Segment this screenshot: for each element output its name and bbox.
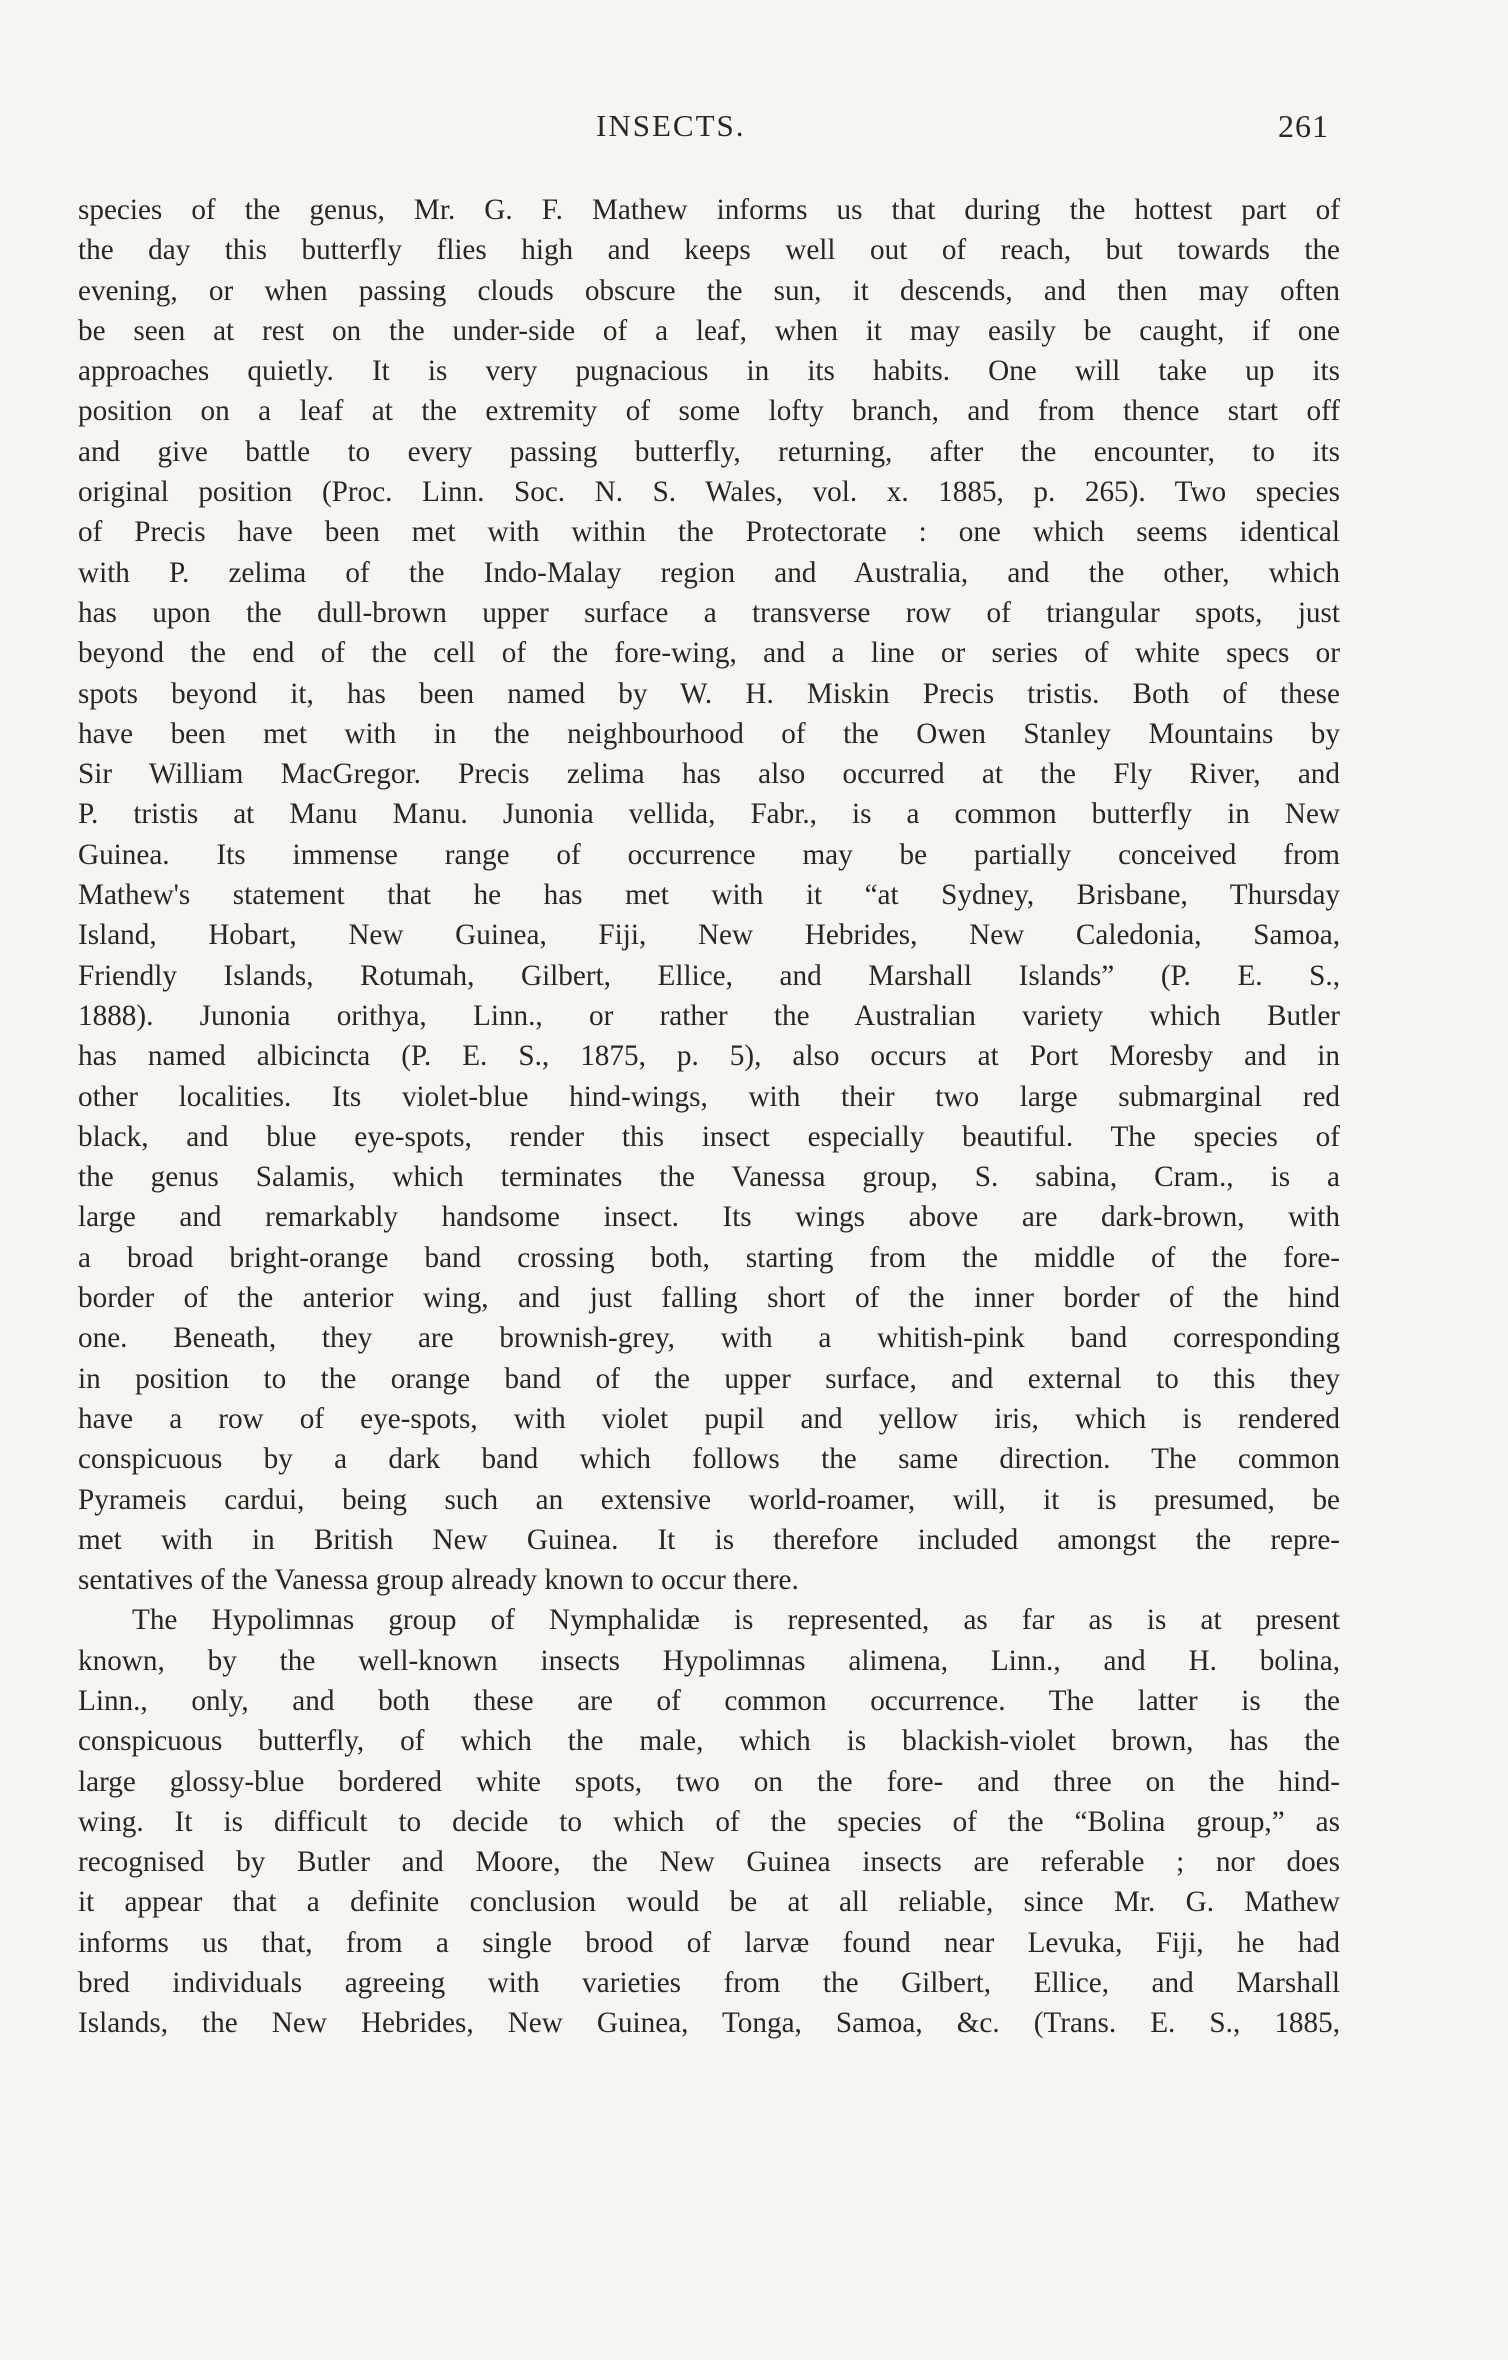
text-line: with P. zelima of the Indo-Malay region and Australia, and the other, which [78, 556, 1340, 589]
text-line: the genus Salamis, which terminates the Vanessa group, S. sabina, Cram., is a [78, 1161, 1340, 1194]
text-line: Islands, the New Hebrides, New Guinea, Tonga, Samoa, &c. (Trans. E. S., 1885, [78, 2007, 1340, 2040]
text-line: conspicuous butterfly, of which the male, which is blackish-violet brown, has the [78, 1725, 1340, 1758]
text-line: it appear that a definite conclusion would be at all reliable, since Mr. G. Mathew [78, 1886, 1340, 1919]
running-head [0, 108, 1508, 158]
text-line: have a row of eye-spots, with violet pupil and yellow iris, which is rendered [78, 1402, 1340, 1435]
text-line: Island, Hobart, New Guinea, Fiji, New Hebrides, New Caledonia, Samoa, [78, 919, 1340, 952]
text-line: spots beyond it, has been named by W. H. Miskin Precis tristis. Both of these [78, 677, 1340, 710]
text-line: The Hypolimnas group of Nymphalidæ is represented, as far as is at present [132, 1604, 1340, 1637]
text-line: border of the anterior wing, and just falling short of the inner border of the hind [78, 1282, 1340, 1315]
text-line: of Precis have been met with within the Protectorate : one which seems identical [78, 516, 1340, 549]
text-line: one. Beneath, they are brownish-grey, with a whitish-pink band corresponding [78, 1322, 1340, 1355]
text-line: has upon the dull-brown upper surface a transverse row of triangular spots, just [78, 596, 1340, 629]
text-line: Guinea. Its immense range of occurrence may be partially conceived from [78, 838, 1340, 871]
text-line: wing. It is difficult to decide to which of the species of the “Bolina group,” as [78, 1805, 1340, 1838]
text-line: bred individuals agreeing with varieties from the Gilbert, Ellice, and Marshall [78, 1967, 1340, 2000]
text-line: black, and blue eye-spots, render this insect especially beautiful. The species of [78, 1120, 1340, 1153]
text-line: a broad bright-orange band crossing both, starting from the middle of the fore- [78, 1241, 1340, 1274]
text-line: evening, or when passing clouds obscure the sun, it descends, and then may often [78, 274, 1340, 307]
text-line: and give battle to every passing butterfly, returning, after the encounter, to its [78, 435, 1340, 468]
text-line: P. tristis at Manu Manu. Junonia vellida, Fabr., is a common butterfly in New [78, 798, 1340, 831]
text-line: known, by the well-known insects Hypolimnas alimena, Linn., and H. bolina, [78, 1644, 1340, 1677]
text-line: Pyrameis cardui, being such an extensive world-roamer, will, it is presumed, be [78, 1483, 1340, 1516]
running-title: INSECTS. [596, 108, 746, 143]
text-line: have been met with in the neighbourhood of the Owen Stanley Mountains by [78, 717, 1340, 750]
text-line: original position (Proc. Linn. Soc. N. S. Wales, vol. x. 1885, p. 265). Two species [78, 476, 1340, 509]
text-line: Linn., only, and both these are of common occurrence. The latter is the [78, 1684, 1340, 1717]
text-line: the day this butterfly flies high and keeps well out of reach, but towards the [78, 234, 1340, 267]
text-line: 1888). Junonia orithya, Linn., or rather the Australian variety which Butler [78, 999, 1340, 1032]
text-line: sentatives of the Vanessa group already known to occur there. [78, 1564, 799, 1597]
text-line: other localities. Its violet-blue hind-wings, with their two large submarginal red [78, 1080, 1340, 1113]
text-line: be seen at rest on the under-side of a leaf, when it may easily be caught, if one [78, 314, 1340, 347]
text-line: large glossy-blue bordered white spots, two on the fore- and three on the hind- [78, 1765, 1340, 1798]
body-text [78, 190, 1340, 2044]
page-number: 261 [1278, 108, 1329, 144]
text-line: beyond the end of the cell of the fore-wing, and a line or series of white specs or [78, 637, 1340, 670]
text-line: in position to the orange band of the upper surface, and external to this they [78, 1362, 1340, 1395]
text-line: position on a leaf at the extremity of some lofty branch, and from thence start off [78, 395, 1340, 428]
text-line: Friendly Islands, Rotumah, Gilbert, Ellice, and Marshall Islands” (P. E. S., [78, 959, 1340, 992]
text-line: informs us that, from a single brood of larvæ found near Levuka, Fiji, he had [78, 1926, 1340, 1959]
text-line: large and remarkably handsome insect. Its wings above are dark-brown, with [78, 1201, 1340, 1234]
text-line: conspicuous by a dark band which follows the same direction. The common [78, 1443, 1340, 1476]
text-line: approaches quietly. It is very pugnacious in its habits. One will take up its [78, 355, 1340, 388]
text-line: species of the genus, Mr. G. F. Mathew informs us that during the hottest part of [78, 194, 1340, 226]
text-line: Sir William MacGregor. Precis zelima has also occurred at the Fly River, and [78, 758, 1340, 791]
text-line: met with in British New Guinea. It is therefore included amongst the repre- [78, 1523, 1340, 1556]
text-line: has named albicincta (P. E. S., 1875, p. 5), also occurs at Port Moresby and in [78, 1040, 1340, 1073]
text-line: Mathew's statement that he has met with it “at Sydney, Brisbane, Thursday [78, 879, 1340, 912]
text-line: recognised by Butler and Moore, the New Guinea insects are referable ; nor does [78, 1846, 1340, 1879]
